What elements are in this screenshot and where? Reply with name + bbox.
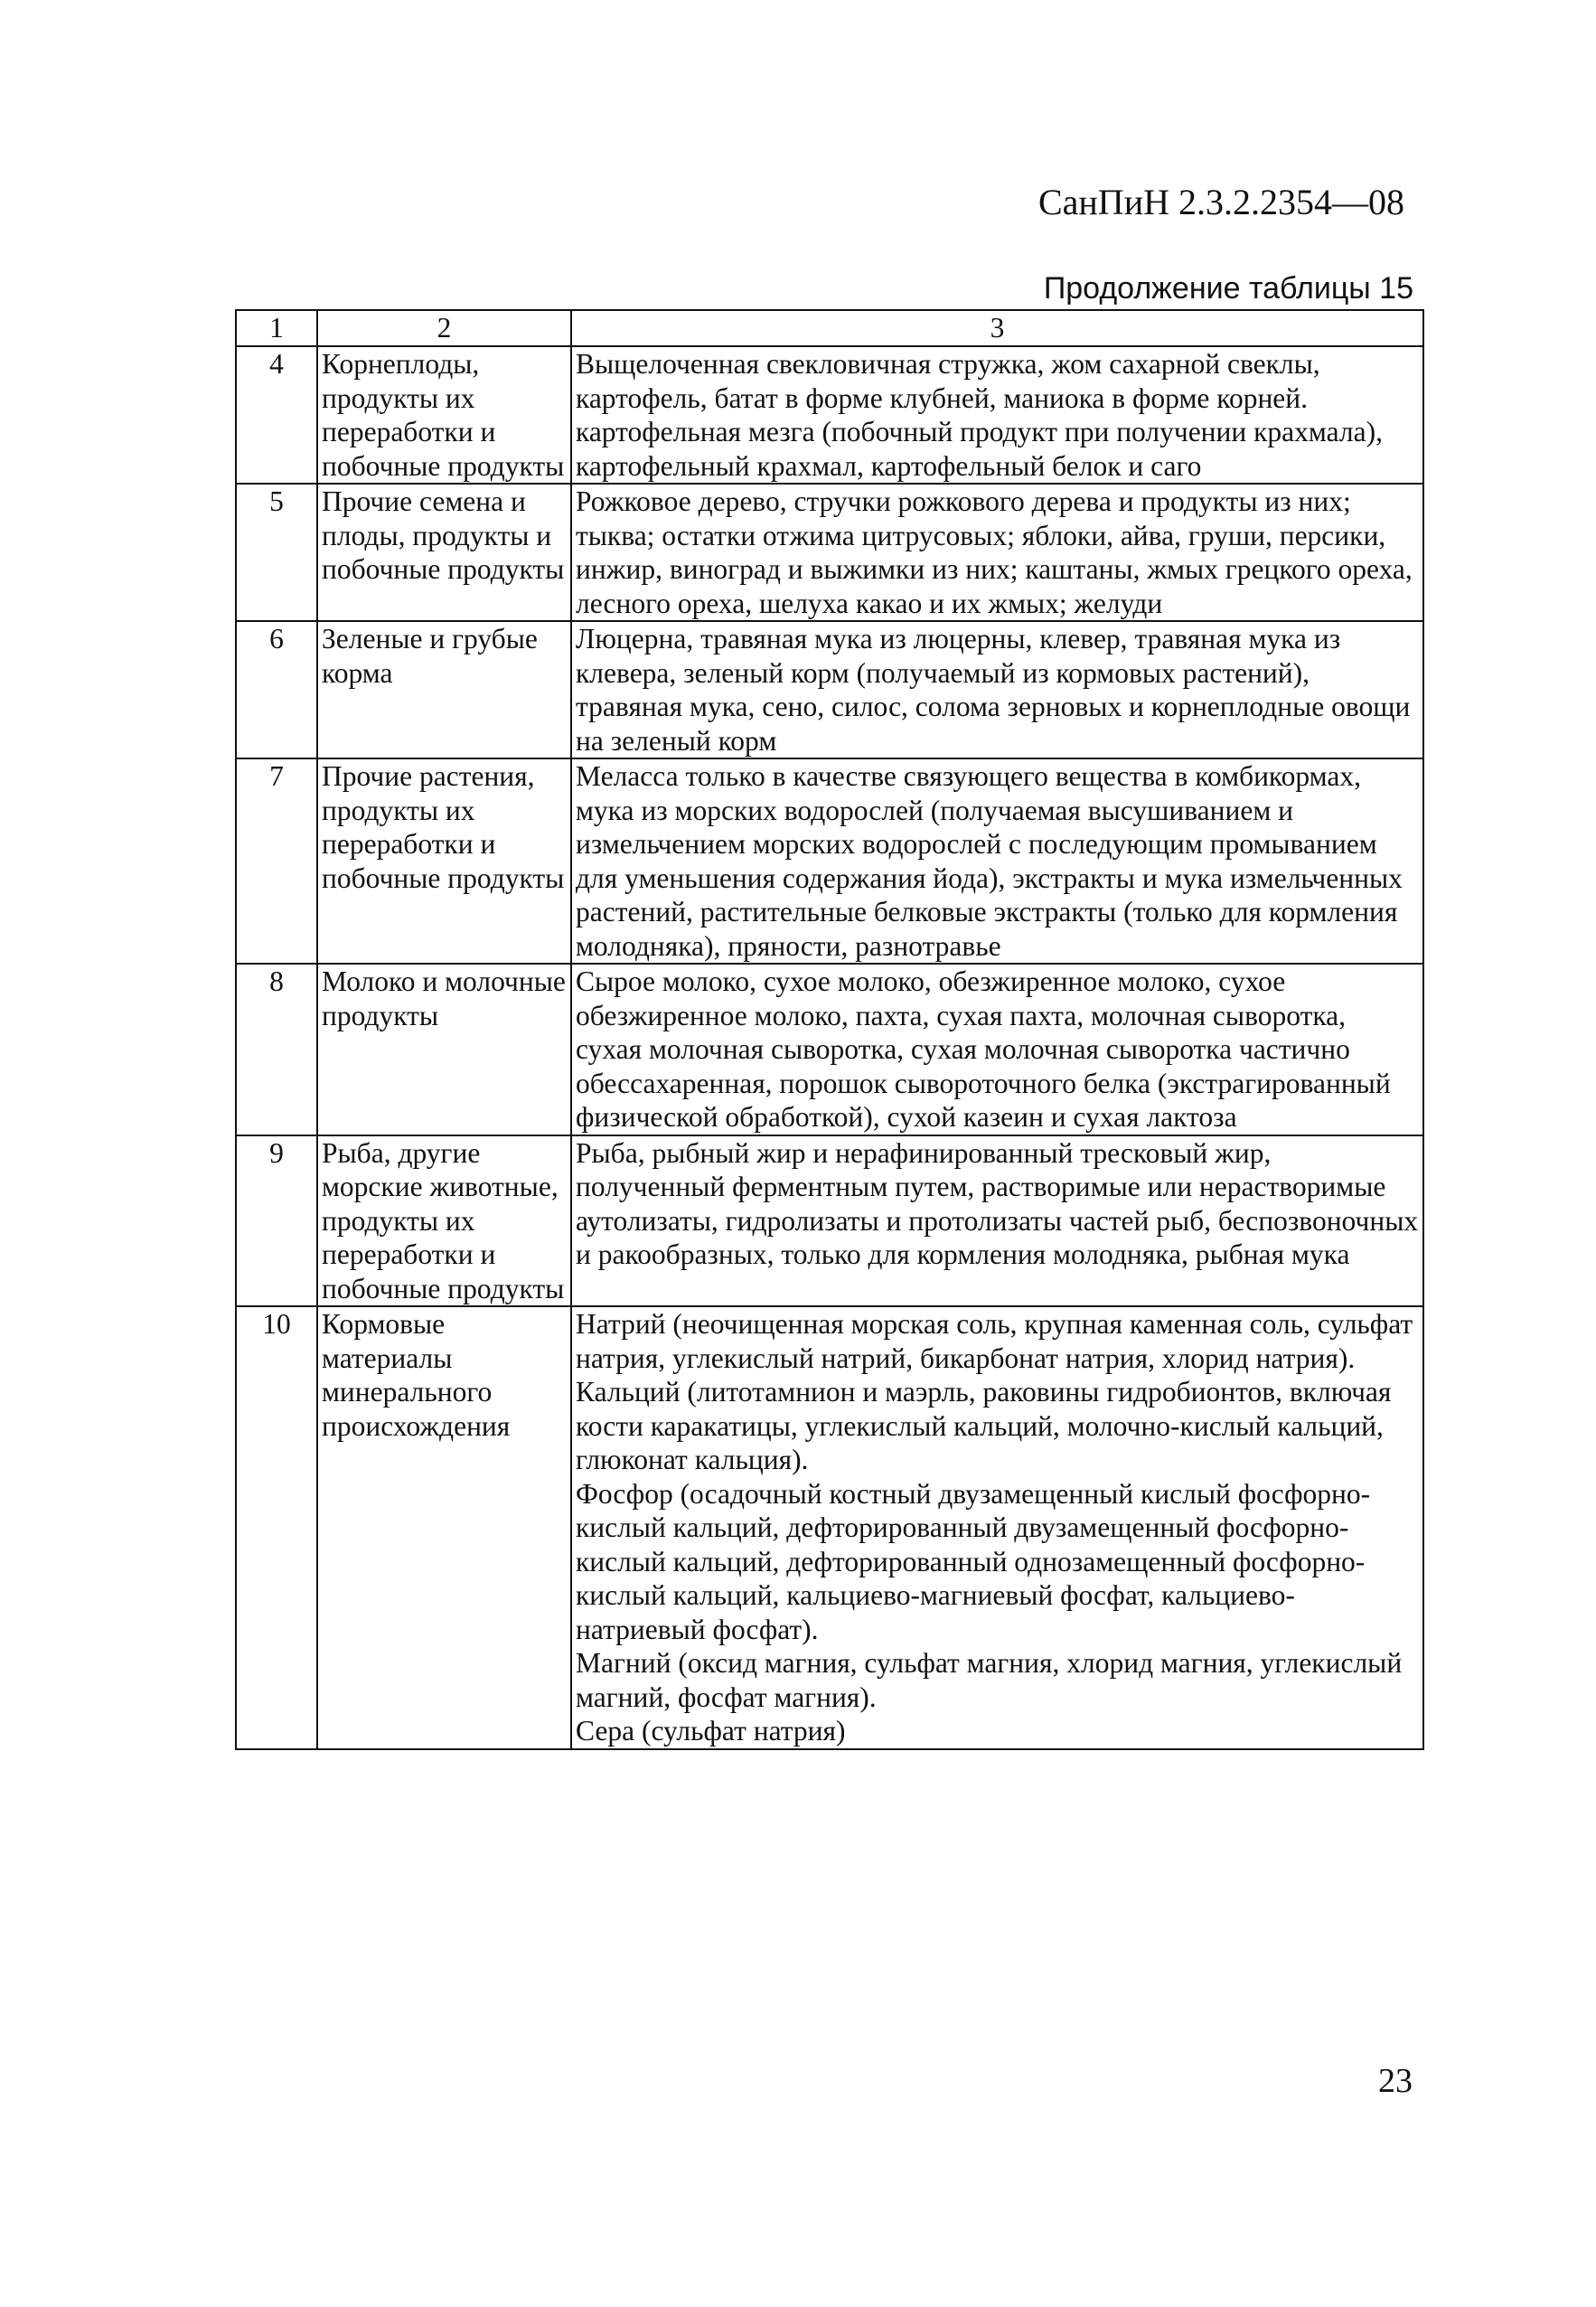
row-items: Люцерна, травяная мука из люцерны, клевер, травяная мука из клевера, зеленый корм (получаемый из кормовых растений), травяная мука, сено, силос, солома зерновых и корнеплодные овощи на зеленый корм bbox=[571, 621, 1423, 758]
row-items: Меласса только в качестве связующего вещества в комбикормах, мука из морских водорослей (получаемая высушиванием и измельчением морских водорослей с последующим промыванием для уменьшения содержания йода), экстракты и мука измельченных растений, растительные белковые экстракты (только для кормления молодняка), пряности, разнотравье bbox=[571, 758, 1423, 964]
mineral-magnesium: Магний (оксид магния, сульфат магния, хлорид магния, углекислый магний, фосфат магния). bbox=[576, 1647, 1403, 1713]
row-number: 7 bbox=[236, 758, 317, 964]
table-row bbox=[236, 621, 1423, 758]
row-number: 5 bbox=[236, 484, 317, 621]
row-number: 4 bbox=[236, 346, 317, 484]
row-category: Кормовые материалы минерального происхождения bbox=[317, 1306, 571, 1749]
table-row bbox=[236, 964, 1423, 1135]
table-row bbox=[236, 758, 1423, 964]
row-category: Прочие семена и плоды, продукты и побочные продукты bbox=[317, 484, 571, 621]
row-category: Корнеплоды, продукты их переработки и побочные продукты bbox=[317, 346, 571, 484]
column-header-3: 3 bbox=[571, 310, 1423, 346]
column-header-1: 1 bbox=[236, 310, 317, 346]
table-caption: Продолжение таблицы 15 bbox=[1043, 271, 1413, 306]
mineral-phosphorus: Фосфор (осадочный костный двузамещенный кислый фосфорно-кислый кальций, дефторированный двузамещенный фосфорно-кислый кальций, дефторированный однозамещенный фосфорно-кислый кальций, кальциево-магниевый фосфат, кальциево-натриевый фосфат). bbox=[576, 1477, 1371, 1645]
table-row bbox=[236, 484, 1423, 621]
column-header-2: 2 bbox=[317, 310, 571, 346]
table-row bbox=[236, 1306, 1423, 1749]
feed-materials-table bbox=[235, 309, 1424, 1750]
table-row bbox=[236, 346, 1423, 484]
row-number: 9 bbox=[236, 1135, 317, 1307]
table-header-row bbox=[236, 310, 1423, 346]
row-number: 10 bbox=[236, 1306, 317, 1749]
mineral-sodium: Натрий (неочищенная морская соль, крупная каменная соль, сульфат натрия, углекислый натрий, бикарбонат натрия, хлорид натрия). bbox=[576, 1308, 1413, 1374]
row-number: 8 bbox=[236, 964, 317, 1135]
row-items: Рожковое дерево, стручки рожкового дерева и продукты из них; тыква; остатки отжима цитрусовых; яблоки, айва, груши, персики, инжир, виноград и выжимки из них; каштаны, жмых грецкого ореха, лесного ореха, шелуха какао и их жмых; желуди bbox=[571, 484, 1423, 621]
row-number: 6 bbox=[236, 621, 317, 758]
mineral-sulfur: Сера (сульфат натрия) bbox=[576, 1715, 846, 1747]
row-items: Сырое молоко, сухое молоко, обезжиренное молоко, сухое обезжиренное молоко, пахта, сухая пахта, молочная сыворотка, сухая молочная сыворотка, сухая молочная сыворотка частично обессахаренная, порошок сывороточного белка (экстрагированный физической обработкой), сухой казеин и сухая лактоза bbox=[571, 964, 1423, 1135]
document-code: СанПиН 2.3.2.2354—08 bbox=[1037, 182, 1404, 222]
mineral-calcium: Кальций (литотамнион и маэрль, раковины гидробионтов, включая кости каракатицы, углекислый кальций, молочно-кислый кальций, глюконат кальция). bbox=[576, 1376, 1392, 1475]
row-items: Выщелоченная свекловичная стружка, жом сахарной свеклы, картофель, батат в форме клубней, маниока в форме корней. картофельная мезга (побочный продукт при получении крахмала), картофельный крахмал, картофельный белок и саго bbox=[571, 346, 1423, 484]
table-row bbox=[236, 1135, 1423, 1307]
row-category: Зеленые и грубые корма bbox=[317, 621, 571, 758]
row-category: Прочие растения, продукты их переработки и побочные продукты bbox=[317, 758, 571, 964]
page-number: 23 bbox=[1378, 2062, 1413, 2100]
row-items: Рыба, рыбный жир и нерафинированный тресковый жир, полученный ферментным путем, растворимые или нерастворимые аутолизаты, гидролизаты и протолизаты частей рыб, беспозвоночных и ракообразных, только для кормления молодняка, рыбная мука bbox=[571, 1135, 1423, 1307]
row-category: Молоко и молочные продукты bbox=[317, 964, 571, 1135]
row-category: Рыба, другие морские животные, продукты их переработки и побочные продукты bbox=[317, 1135, 571, 1307]
row-items bbox=[571, 1306, 1423, 1749]
